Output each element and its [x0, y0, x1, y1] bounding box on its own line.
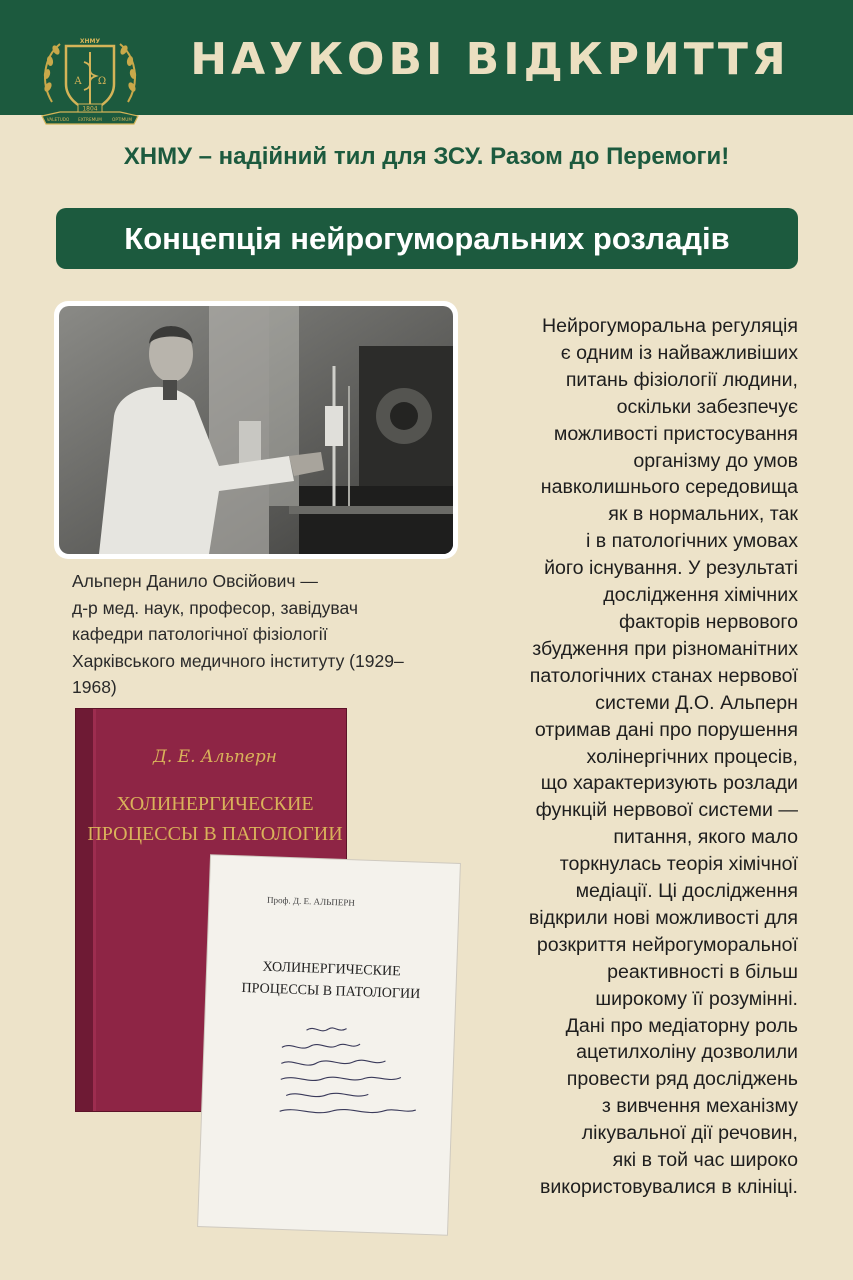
body-line: отримав дані про порушення — [534, 718, 798, 741]
body-line: медіації. Ці дослідження — [575, 880, 798, 903]
title-page-title-line2: ПРОЦЕССЫ В ПАТОЛОГИИ — [241, 980, 421, 1003]
body-line: Нейрогуморальна регуляція — [541, 315, 798, 337]
logo-letter-alpha: А — [74, 76, 82, 87]
body-line: реактивності в більш — [607, 960, 798, 983]
caption-line: Харківського медичного інституту (1929– — [72, 650, 404, 671]
body-line: відкрили нові можливості для — [528, 906, 798, 929]
body-line: лікувальної дії речовин, — [581, 1122, 798, 1145]
logo-ribbon-right: OPTIMUM — [112, 117, 132, 122]
body-line: дослідження хімічних — [603, 584, 798, 607]
body-line: системи Д.О. Альперн — [595, 691, 798, 714]
caption-line: 1968) — [72, 677, 117, 697]
body-line: широкому її розумінні. — [595, 987, 798, 1010]
caption-line: Альперн Данило Овсійович — — [72, 571, 318, 591]
body-line: питання, якого мало — [613, 826, 798, 849]
photo-caption — [72, 568, 452, 701]
historical-photo — [54, 301, 458, 559]
title-page-author: Проф. Д. Е. АЛЬПЕРН — [266, 894, 356, 908]
page-title: НАУКОВІ ВІДКРИТТЯ — [190, 34, 790, 85]
body-line: навколишнього середовища — [540, 476, 798, 499]
body-line: патологічних станах нервової — [529, 664, 798, 687]
title-page-title-line1: ХОЛИНЕРГИЧЕСКИЕ — [262, 959, 401, 980]
body-line: як в нормальних, так — [608, 503, 798, 526]
logo-ribbon-mid: EXTREMUM — [78, 117, 102, 122]
body-line: питань фізіології людини, — [565, 368, 798, 391]
university-logo — [38, 32, 142, 130]
body-line: є одним із найважливіших — [560, 341, 798, 364]
body-line: збудження при різноманітних — [532, 637, 798, 660]
body-line: використовувалися в клініці. — [539, 1176, 798, 1198]
body-line: з вивчення механізму — [601, 1095, 798, 1118]
logo-letter-omega: Ω — [97, 76, 107, 87]
body-line: оскільки забезпечує — [616, 395, 798, 418]
body-line: які в той час широко — [612, 1149, 798, 1172]
logo-ribbon-left: VALETUDO — [46, 117, 70, 122]
section-title-banner — [56, 208, 798, 269]
body-line: можливості пристосування — [553, 422, 798, 445]
body-line: організму до умов — [633, 449, 798, 472]
book-cover-author: Д. Е. Альперн — [153, 747, 277, 767]
body-line: його існування. У результаті — [544, 557, 798, 580]
logo-year: 1804 — [82, 105, 98, 113]
caption-line: кафедри патологічної фізіології — [72, 624, 328, 644]
body-line: і в патологічних умовах — [585, 530, 798, 553]
body-line: що характеризують розлади — [540, 772, 798, 795]
body-line: Дані про медіаторну роль — [565, 1014, 798, 1037]
book-cover-title-line2: ПРОЦЕССЫ В ПАТОЛОГИИ — [87, 823, 343, 845]
body-line: функцій нервової системи — — [535, 799, 798, 822]
header-bar — [0, 0, 853, 122]
body-line: факторів нервового — [619, 610, 798, 633]
slogan: ХНМУ – надійний тил для ЗСУ. Разом до Перемоги! — [123, 143, 730, 170]
article-body — [470, 313, 798, 1201]
body-line: торкнулась теорія хімічної — [559, 853, 798, 876]
caption-line: д-р мед. наук, професор, завідувач — [72, 597, 358, 618]
book-cover-title-line1: ХОЛИНЕРГИЧЕСКИЕ — [116, 793, 314, 815]
section-title: Концепція нейрогуморальних розладів — [124, 220, 730, 256]
body-line: холінергічних процесів, — [586, 745, 798, 768]
body-line: ацетилхоліну дозволили — [576, 1041, 798, 1064]
lab-photo-illustration — [59, 306, 453, 554]
logo-top-text: ХНМУ — [79, 38, 101, 45]
body-line: провести ряд досліджень — [566, 1068, 798, 1091]
body-line: розкриття нейрогуморальної — [536, 933, 798, 956]
book-title-page — [196, 853, 462, 1237]
